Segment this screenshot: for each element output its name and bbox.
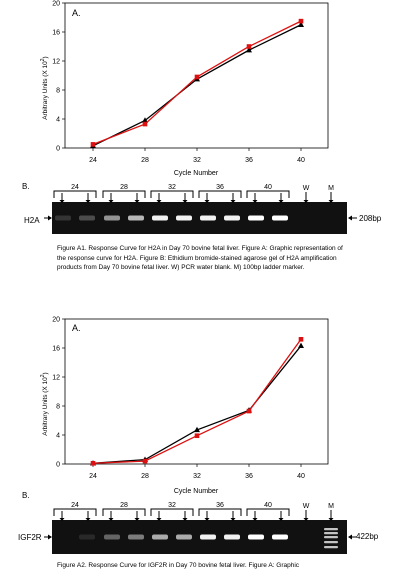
data-point-red	[91, 461, 96, 466]
figure-caption: Figure A1. Response Curve for H2A in Day 70 bovine fetal liver. Figure A: Graphic representation of the response curve for H2A. Figure B: Ethidium bromide-stained agarose gel of H2A amplification products from Day 70 bovine fetal liver. W) PCR water blank. M) 100bp ladder marker.	[57, 245, 343, 272]
lane-group-label: 28	[120, 502, 128, 509]
y-tick-label: 16	[52, 29, 60, 37]
lane-group-label: 32	[168, 502, 176, 509]
series-line-black	[93, 346, 301, 463]
lane-group-bracket	[103, 191, 145, 198]
data-point-red	[195, 75, 200, 80]
lane-group-bracket	[103, 509, 145, 516]
series-line-black	[93, 25, 301, 146]
lane-group-label: 40	[264, 502, 272, 509]
data-point-black	[298, 343, 304, 348]
svg-text:Arbitrary Units (X 102)	[40, 56, 49, 119]
lane-group-bracket	[247, 191, 289, 198]
gel-band	[104, 535, 120, 540]
lane-group-bracket	[199, 191, 241, 198]
gel-band	[152, 216, 168, 221]
gel-band	[224, 535, 240, 540]
gel-band	[224, 216, 240, 221]
y-axis-label-close: )	[42, 372, 49, 375]
lane-group-bracket	[54, 509, 96, 516]
data-point-red	[299, 19, 304, 24]
ladder-band	[324, 546, 338, 548]
gene-label: H2A	[24, 216, 40, 225]
lane-group-label: 36	[216, 184, 224, 191]
gel-band	[200, 216, 216, 221]
x-axis-label: Cycle Number	[173, 170, 219, 177]
gel-band	[176, 535, 192, 540]
band-arrow-left-head	[48, 535, 52, 540]
panel-b-label: B.	[22, 182, 30, 191]
x-tick-label: 32	[193, 157, 201, 164]
svg-text:Arbitrary Units (X 102)	[40, 372, 49, 435]
panel-b-label: B.	[22, 491, 30, 500]
y-tick-label: 4	[56, 432, 60, 440]
x-tick-label: 28	[141, 473, 149, 480]
gel-band	[79, 535, 95, 540]
gel-band	[152, 535, 168, 540]
gel-band	[176, 216, 192, 221]
y-axis-label	[40, 56, 49, 119]
lane-group-bracket	[247, 509, 289, 516]
data-point-red	[247, 44, 252, 49]
y-axis-label-close: )	[42, 56, 49, 59]
y-axis-label-exp: 2	[40, 374, 46, 378]
data-point-red	[195, 433, 200, 438]
y-axis-label-text: Arbitrary Units (X 10	[42, 61, 49, 120]
gel-band	[55, 216, 71, 221]
plot-frame	[65, 319, 328, 464]
x-tick-label: 28	[141, 157, 149, 164]
x-tick-label: 24	[89, 157, 97, 164]
panel-a-label: A.	[72, 8, 81, 18]
y-tick-label: 12	[52, 374, 60, 382]
y-tick-label: 0	[56, 145, 60, 153]
data-point-red	[143, 459, 148, 464]
band-arrow-right-head	[348, 216, 352, 221]
chart-h2a	[0, 0, 395, 180]
lane-group-label: 36	[216, 502, 224, 509]
band-size-label: 208bp	[359, 214, 382, 223]
lane-group-bracket	[199, 509, 241, 516]
gel-h2a	[0, 180, 395, 240]
ladder-band	[324, 532, 338, 534]
y-tick-label: 20	[52, 316, 60, 324]
lane-group-label: 28	[120, 184, 128, 191]
lane-group-label: 40	[264, 184, 272, 191]
y-tick-label: 8	[56, 403, 60, 411]
band-arrow-left-head	[48, 216, 52, 221]
x-tick-label: 40	[297, 473, 305, 480]
lane-group-bracket	[54, 191, 96, 198]
lane-label-m: M	[328, 503, 334, 510]
lane-group-bracket	[151, 191, 193, 198]
ladder-band	[324, 541, 338, 543]
lane-group-bracket	[151, 509, 193, 516]
lane-group-label: 32	[168, 184, 176, 191]
gel-band	[128, 535, 144, 540]
lane-label-m: M	[328, 185, 334, 192]
x-tick-label: 36	[245, 473, 253, 480]
chart-igf2r	[0, 316, 395, 496]
lane-group-label: 24	[71, 184, 79, 191]
gel-band	[79, 216, 95, 221]
gel-band	[104, 216, 120, 221]
gel-band	[200, 535, 216, 540]
x-tick-label: 36	[245, 157, 253, 164]
series-line-red	[93, 339, 301, 463]
x-tick-label: 32	[193, 473, 201, 480]
data-point-red	[299, 337, 304, 342]
gel-band	[248, 535, 264, 540]
gel-band	[128, 216, 144, 221]
lane-label-w: W	[302, 185, 310, 192]
data-point-red	[91, 142, 96, 147]
y-axis-label	[40, 372, 49, 435]
gel-band	[248, 216, 264, 221]
x-tick-label: 24	[89, 473, 97, 480]
data-point-red	[143, 122, 148, 127]
lane-label-w: W	[302, 503, 310, 510]
x-tick-label: 40	[297, 157, 305, 164]
panel-a-label: A.	[72, 323, 81, 333]
y-tick-label: 12	[52, 58, 60, 66]
gene-label: IGF2R	[18, 533, 42, 542]
x-axis-label: Cycle Number	[173, 488, 219, 495]
gel-band	[272, 535, 288, 540]
y-tick-label: 8	[56, 87, 60, 95]
y-tick-label: 16	[52, 345, 60, 353]
figure-caption: Figure A2. Response Curve for IGF2R in Day 70 bovine fetal liver. Figure A: Graphic	[57, 562, 300, 569]
y-axis-label-exp: 2	[40, 58, 46, 62]
data-point-red	[247, 409, 252, 414]
band-size-label: 422bp	[356, 532, 379, 541]
y-tick-label: 20	[52, 0, 60, 8]
ladder-band	[324, 528, 338, 530]
lane-group-label: 24	[71, 502, 79, 509]
ladder-band	[324, 536, 338, 538]
y-axis-label-text: Arbitrary Units (X 10	[42, 377, 49, 436]
band-arrow-right-head	[348, 535, 352, 540]
gel-background	[52, 202, 347, 234]
gel-background	[52, 520, 347, 554]
gel-band	[272, 216, 288, 221]
y-tick-label: 0	[56, 461, 60, 469]
y-tick-label: 4	[56, 116, 60, 124]
